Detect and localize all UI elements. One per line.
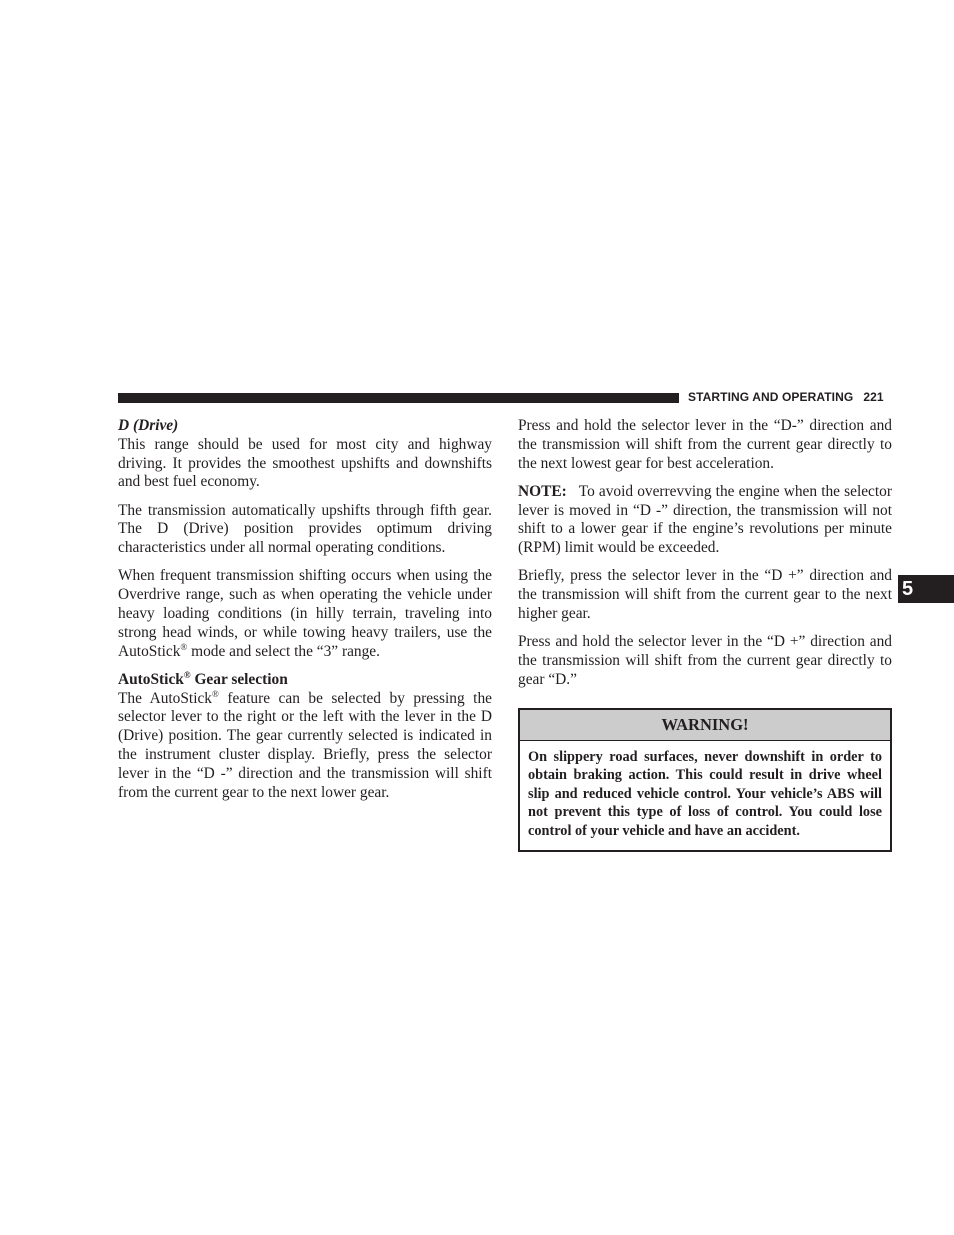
- d-drive-paragraph: This range should be used for most city and highway driving. It provides the smoothest upshifts and downshifts and best fuel economy.: [118, 435, 492, 491]
- note-paragraph: NOTE: To avoid overrevving the engine when the selector lever is moved in “D -” direction, the transmission will not shift to a lower gear if the engine’s revolutions per minute (RPM) limit would be exceeded.: [518, 482, 892, 557]
- right-column: [518, 417, 892, 852]
- chapter-tab: 5: [898, 575, 954, 603]
- section-title: STARTING AND OPERATING: [688, 390, 854, 404]
- autostick-paragraph: The AutoStick® feature can be selected by pressing the selector lever to the right or the left with the lever in the D (Drive) position. The gear currently selected is indicated in the instrument cluster display. Briefly, press the selector lever in the “D -” direction and the transmission will shift from the current gear to the next lower gear.: [118, 688, 492, 801]
- upshift-brief-paragraph: Briefly, press the selector lever in the “D +” direction and the transmission will shift from the current gear to the next higher gear.: [518, 567, 892, 622]
- warning-box: [518, 708, 892, 852]
- frequent-shifting-paragraph: When frequent transmission shifting occurs when using the Overdrive range, such as when operating the vehicle under heavy loading conditions (in hilly terrain, traveling into strong head winds, or while towing heavy trailers, use the AutoStick® mode and select the “3” range.: [118, 567, 492, 660]
- warning-text: On slippery road surfaces, never downshift in order to obtain braking action. This could result in drive wheel slip and reduced vehicle control. Your vehicle’s ABS will not prevent this type of loss of control. You could lose control of your vehicle and have an accident.: [528, 748, 882, 839]
- page-number: 221: [863, 390, 884, 404]
- upshift-hold-paragraph: Press and hold the selector lever in the “D +” direction and the transmission will shift from the current gear directly to gear “D.”: [518, 633, 892, 688]
- note-label: NOTE:: [518, 482, 567, 500]
- upshift-paragraph: The transmission automatically upshifts through fifth gear. The D (Drive) position provides optimum driving characteristics under all normal operating conditions.: [118, 501, 492, 557]
- header-rule: [118, 393, 679, 403]
- downshift-hold-paragraph: Press and hold the selector lever in the “D-” direction and the transmission will shift from the current gear directly to the next lowest gear for best acceleration.: [518, 417, 892, 472]
- autostick-heading: AutoStick® Gear selection: [118, 669, 288, 688]
- d-drive-heading: D (Drive): [118, 417, 179, 434]
- running-header: [688, 390, 884, 404]
- left-column: [118, 417, 492, 812]
- warning-title: WARNING!: [520, 710, 890, 741]
